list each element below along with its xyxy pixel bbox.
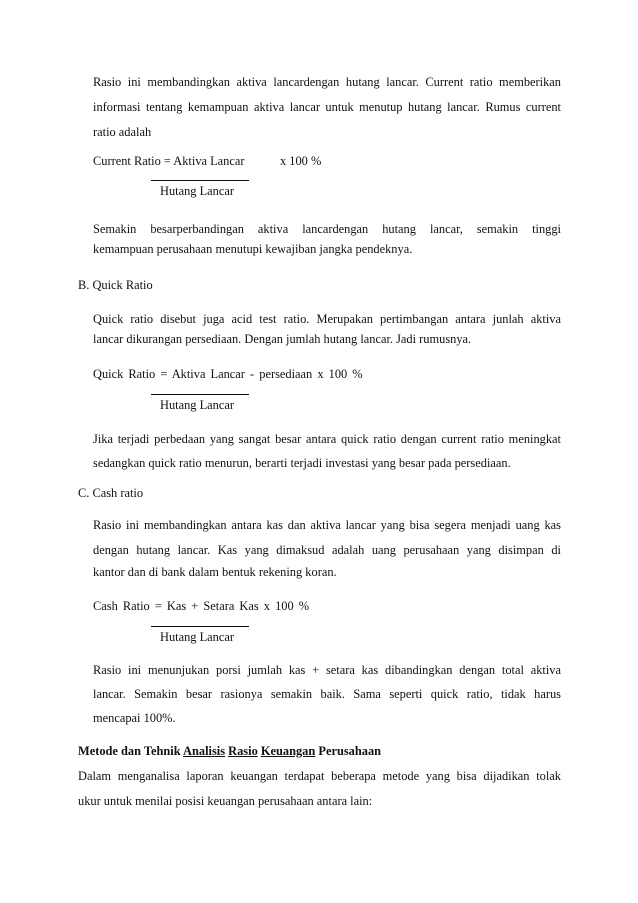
cash-para1-line2: dengan hutang lancar. Kas yang dimaksud adalah uang perusahaan yang disimpan di — [93, 543, 561, 557]
cash-formula-denominator: Hutang Lancar — [160, 630, 234, 644]
cash-para2-line3: mencapai 100%. — [93, 711, 176, 725]
cash-para1-line1: Rasio ini membandingkan antara kas dan aktiva lancar yang bisa segera menjadi uang kas — [93, 518, 561, 532]
quick-formula-denominator: Hutang Lancar — [160, 398, 234, 412]
current-para2-line1: Semakin besarperbandingan aktiva lancardengan hutang lancar, semakin tinggi — [93, 222, 561, 236]
cash-formula-numerator: Cash Ratio = Kas + Setara Kas x 100 % — [93, 599, 310, 613]
cash-para1-line3: kantor dan di bank dalam bentuk rekening koran. — [93, 565, 337, 579]
current-formula-numerator: Current Ratio = Aktiva Lancar — [93, 154, 245, 168]
section-heading-part2: Analisis — [183, 744, 226, 758]
current-para1-line2: informasi tentang kemampuan aktiva lancar untuk menutup hutang lancar. Rumus current — [93, 100, 561, 114]
current-para2-line2: kemampuan perusahaan menutupi kewajiban jangka pendeknya. — [93, 242, 413, 256]
cash-fraction-bar — [151, 626, 249, 627]
section-heading — [78, 745, 381, 757]
quick-formula-numerator: Quick Ratio = Aktiva Lancar - persediaan x 100 % — [93, 367, 363, 381]
current-formula-multiplier: x 100 % — [280, 154, 322, 168]
section-heading-part3: Rasio — [228, 744, 258, 758]
section-heading-part1: Metode dan Tehnik — [78, 744, 181, 758]
section-heading-part5: Perusahaan — [318, 744, 382, 758]
current-para1-line1: Rasio ini membandingkan aktiva lancardengan hutang lancar. Current ratio memberikan — [93, 75, 561, 89]
cash-para2-line2: lancar. Semakin besar rasionya semakin baik. Sama seperti quick ratio, tidak harus — [93, 687, 561, 701]
cash-para2-line1: Rasio ini menunjukan porsi jumlah kas + setara kas dibandingkan dengan total aktiva — [93, 663, 561, 677]
current-formula-denominator: Hutang Lancar — [160, 184, 234, 198]
cash-heading: C. Cash ratio — [78, 486, 144, 500]
current-para1-line3: ratio adalah — [93, 125, 152, 139]
quick-fraction-bar — [151, 394, 249, 395]
quick-para1-line1: Quick ratio disebut juga acid test ratio. Merupakan pertimbangan antara junlah aktiva — [93, 312, 561, 326]
current-fraction-bar — [151, 180, 249, 181]
section-body-line2: ukur untuk menilai posisi keuangan perusahaan antara lain: — [78, 794, 373, 808]
section-heading-part4: Keuangan — [260, 744, 316, 758]
quick-para1-line2: lancar dikurangan persediaan. Dengan jumlah hutang lancar. Jadi rumusnya. — [93, 332, 472, 346]
quick-para2-line1: Jika terjadi perbedaan yang sangat besar antara quick ratio dengan current ratio meningkat — [93, 432, 561, 446]
quick-heading: B. Quick Ratio — [78, 278, 153, 292]
section-body-line1: Dalam menganalisa laporan keuangan terdapat beberapa metode yang bisa dijadikan tolak — [78, 769, 561, 783]
quick-para2-line2: sedangkan quick ratio menurun, berarti terjadi investasi yang besar pada persediaan. — [93, 456, 511, 470]
